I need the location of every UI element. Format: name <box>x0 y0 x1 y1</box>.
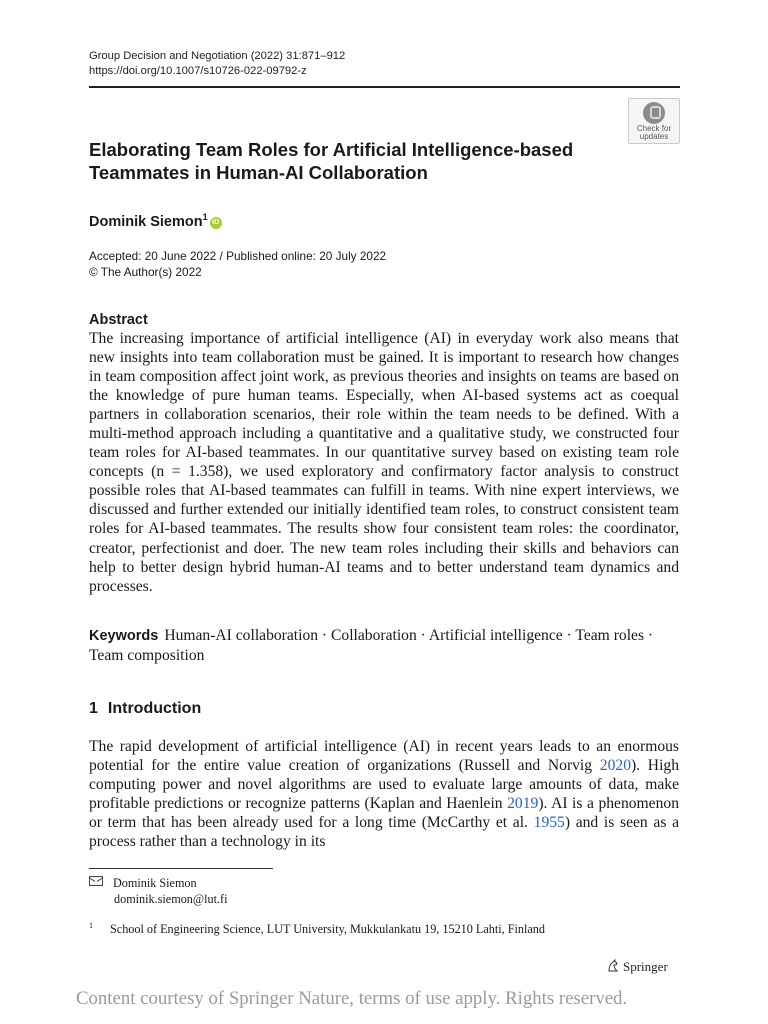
springer-horse-icon <box>606 959 620 973</box>
keywords-label: Keywords <box>89 628 159 644</box>
abstract-heading: Abstract <box>89 312 148 328</box>
citation-link[interactable]: 1955 <box>533 814 565 832</box>
envelope-icon <box>89 876 103 886</box>
corresponding-author-email[interactable]: dominik.siemon@lut.fi <box>114 891 228 906</box>
header-divider <box>89 86 680 88</box>
doi-link[interactable]: https://doi.org/10.1007/s10726-022-09792-z <box>89 65 307 77</box>
corresponding-author-name: Dominik Siemon <box>113 876 197 890</box>
check-for-updates-badge[interactable] <box>628 98 680 144</box>
author-affiliation-mark: 1 <box>202 212 208 222</box>
footnote-divider <box>89 868 273 869</box>
copyright-line: © The Author(s) 2022 <box>89 264 202 279</box>
accepted-published-dates: Accepted: 20 June 2022 / Published online: 20 July 2022 <box>89 249 387 263</box>
paper-title: Elaborating Team Roles for Artificial Intelligence-based Teammates in Human-AI Collaboration <box>89 139 574 183</box>
affiliation-text: School of Engineering Science, LUT University, Mukkulankatu 19, 15210 Lahti, Finland <box>110 922 545 937</box>
publication-dates <box>89 249 386 280</box>
keywords-list: Human-AI collaboration · Collaboration · Artificial intelligence · Team roles · Team composition <box>89 627 654 664</box>
courtesy-notice: Content courtesy of Springer Nature, terms of use apply. Rights reserved. <box>76 988 628 1009</box>
check-for-updates-label: Check for updates <box>636 124 672 141</box>
keywords-block <box>89 626 679 665</box>
corresponding-author <box>89 876 227 907</box>
publisher-name: Springer <box>623 959 668 974</box>
bookmark-icon <box>643 102 665 124</box>
journal-header <box>89 49 345 79</box>
section-heading-introduction <box>89 699 201 719</box>
citation-link[interactable]: 2019 <box>507 795 539 813</box>
author-line <box>89 207 222 232</box>
author-name: Dominik Siemon <box>89 213 203 230</box>
springer-logo <box>606 958 668 976</box>
affiliation-footnote <box>89 918 545 937</box>
citation-link[interactable]: 2020 <box>599 757 631 775</box>
abstract-text: The increasing importance of artificial intelligence (AI) in everyday work also means that new insights into team collaboration must be gained. It is important to research how changes in team composition affect joint work, as previous theories and insights on teams are based on the knowledge of pure human teams. Especially, when AI-based systems act as coequal partners in collaboration scenarios, their role within the team needs to be defined. With a multi-method approach including a quantitative and a qualitative study, we constructed four team roles for AI-based teammates. In our quantitative survey based on existing team role concepts (n = 1.358), we used exploratory and confirmatory factor analysis to construct possible roles that AI-based teammates can fulfill in teams. With nine expert interviews, we discussed and further extended our initially identified team roles, to construct consistent team roles for AI-based teammates. The results show four consistent team roles: the coordinator, creator, perfectionist and doer. The new team roles including their skills and behaviors can help to better design hybrid human-AI teams and to better understand team dynamics and processes. <box>89 330 679 595</box>
introduction-paragraph: The rapid development of artificial intelligence (AI) in recent years leads to an enormous potential for the entire value creation of organizations (Russell and Norvig 2020). High computing power and novel algorithms are used to evaluate large amounts of data, make profitable predictions or recognize patterns (Kaplan and Haenlein 2019). AI is a phenomenon or term that has been already used for a long time (McCarthy et al. 1955) and is seen as a process rather than a technology in its <box>89 738 679 851</box>
orcid-icon[interactable]: iD <box>210 217 222 229</box>
journal-citation: Group Decision and Negotiation (2022) 31:871–912 <box>89 50 346 62</box>
affiliation-mark: 1 <box>89 921 93 930</box>
section-number: 1 <box>89 700 98 717</box>
section-title: Introduction <box>107 700 202 717</box>
